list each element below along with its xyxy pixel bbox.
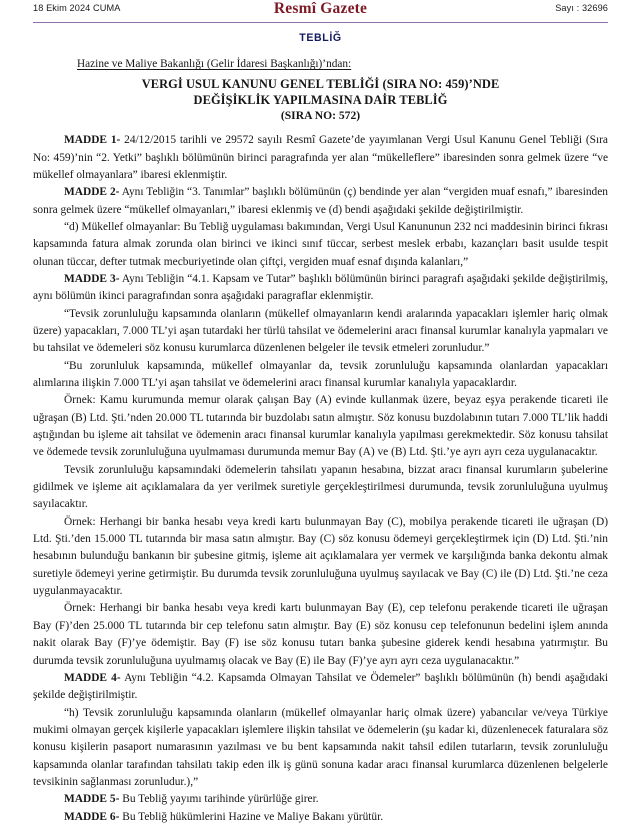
paragraph-tevsik-zorunlulugu: “Tevsik zorunluluğu kapsamında olanların (mükellef olmayanların kendi aralarında yapacakları işlemler hariç olmak üzere) yapacakları, 7.000 TL’yi aşan tutardaki her türlü tahsilat ve ödemelerini aracı finansal kurumlar kanalıyla yapmaları ve bu tahsilat ve ödemeleri söz konusu kurumlarca düzenlenen belgeler ile tevsik etmeleri zorunludur.” — [33, 307, 608, 355]
masthead-title: Resmî Gazete — [273, 0, 368, 17]
madde-6-label: MADDE 6- — [64, 810, 120, 823]
madde-5-text: Bu Tebliğ yayımı tarihinde yürürlüğe girer. — [119, 793, 319, 806]
masthead-divider — [33, 22, 608, 23]
paragraph-madde-6 — [33, 809, 608, 826]
paragraph-ornek-buzdolabi: Örnek: Kamu kurumunda memur olarak çalışan Bay (A) evinde kullanmak üzere, beyaz eşya perakende ticareti ile uğraşan (B) Ltd. Şti.’nden 20.000 TL tutarında bir buzdolabı satın almıştır. Söz konusu buzdolabının tutarı 7.000 TL’lik haddi aştığından bu işleme ait tahsilat ve ödemenin aracı finansal kurumlar kanalıyla yapılması gerekmektedir. Söz konusu tahsilat ve ödemede tevsik zorunluluğuna uyulmaması durumunda memur Bay (A) ve (B) Ltd. Şti.’ye ayrı ayrı ceza uygulanacaktır. — [33, 394, 608, 459]
paragraph-bend-d: “d) Mükellef olmayanlar: Bu Tebliğ uygulaması bakımından, Vergi Usul Kanununun 232 nci maddesinin birinci fıkrası kapsamında fatura almak zorunda olan birinci ve ikinci sınıf tüccar, serbest meslek erbabı, kazançları basit usulde tespit olunan tüccar, defter tutmak mecburiyetinde olan çiftçi, vergiden muaf esnaf dışında kalanları,” — [33, 220, 608, 268]
paragraph-madde-2 — [33, 184, 608, 219]
madde-6-text: Bu Tebliğ hükümlerini Hazine ve Maliye Bakanı yürütür. — [119, 810, 384, 823]
paragraph-madde-1 — [33, 132, 608, 184]
issuing-authority — [33, 58, 608, 70]
paragraph-bu-zorunluluk: “Bu zorunluluk kapsamında, mükellef olmayanlar da, tevsik zorunluluğu kapsamında olanlardan yapacakları alımlarına ilişkin 7.000 TL’yi aşan tahsilat ve ödemelerini aracı finansal kurumlar kanalıyla yapacaklardır. — [33, 359, 608, 389]
document-title-line-2: DEĞİŞİKLİK YAPILMASINA DAİR TEBLİĞ — [193, 92, 448, 107]
issuing-authority-label: Hazine ve Maliye Bakanlığı (Gelir İdaresi Başkanlığı)’ndan: — [77, 58, 352, 70]
document-title — [33, 77, 608, 108]
madde-3-text: Aynı Tebliğin “4.1. Kapsam ve Tutar” başlıklı bölümünün birinci paragrafı aşağıdaki şekilde değiştirilmiş, aynı bölümün ikinci paragrafından sonra aşağıdaki paragraflar eklenmiştir. — [33, 272, 608, 303]
document-body — [33, 132, 608, 826]
section-kicker: TEBLİĞ — [299, 32, 342, 44]
document-subtitle: (SIRA NO: 572) — [280, 109, 361, 123]
madde-2-label: MADDE 2- — [64, 186, 120, 199]
masthead-date: 18 Ekim 2024 CUMA — [33, 3, 121, 13]
paragraph-bend-h: “h) Tevsik zorunluluğu kapsamında olanların (mükellef olmayanlar hariç olmak üzere) yabancılar ve/veya Türkiye mukimi olmayan gerçek kişilerle yapacakları işlemlere ilişkin tahsilat ve ödemelerin (şu kadar ki, düzenlenecek faturalara söz konusu kişilerin pasaport numarasının yazılması ve bu bent kapsamında nakit tahsil edilen tutarların, tevsik zorunluluğu kapsamında olanlar tarafından tahsilatı takip eden ilk iş günü sonuna kadar aracı finansal kurumlarca düzenlenen belgelerle tevsikinin sağlanması zorunludur.),” — [33, 706, 608, 788]
paragraph-madde-5 — [33, 791, 608, 808]
madde-2-text: Aynı Tebliğin “3. Tanımlar” başlıklı bölümünün (ç) bendinde yer alan “vergiden muaf esnafı,” ibaresinden sonra gelmek üzere “mükellef olmayanları,” ibaresi eklenmiş ve (d) bendi aşağıdaki şekilde değiştirilmiştir. — [33, 186, 608, 216]
madde-1-label: MADDE 1- — [64, 134, 121, 147]
madde-1-text: 24/12/2015 tarihli ve 29572 sayılı Resmî Gazete’de yayımlanan Vergi Usul Kanunu Genel Tebliği (Sıra No: 459)’nin “2. Yetki” başlıklı bölümünün birinci paragrafında yer alan “mükelleflere” ibaresinden sonra gelmek üzere “ve mükellef olmayanlara” ibaresi eklenmiştir. — [33, 134, 608, 181]
paragraph-ornek-masa: Örnek: Herhangi bir banka hesabı veya kredi kartı bulunmayan Bay (C), mobilya perakende ticareti ile uğraşan (D) Ltd. Şti.’den 15.000 TL tutarında bir masa satın almıştır. Bay (C) söz konusu ödemeyi gerçekleştirmek için (D) Ltd. Şti.’nin hesabının bulunduğu bankanın bir şubesine gitmiş, işleme ait açıklamalara yer vermek ve karşılığında banka dekontu almak suretiyle ödemeyi yerine getirmiştir. Bu durumda tevsik zorunluluğuna uyulmuş sayılacak ve Bay (C) ile (D) Ltd. Şti.’ne ceza uygulanmayacaktır. — [33, 515, 608, 598]
masthead-issue-number: Sayı : 32696 — [555, 3, 608, 13]
paragraph-madde-4 — [33, 670, 608, 705]
madde-3-label: MADDE 3- — [64, 272, 120, 285]
paragraph-ornek-cep-telefonu: Örnek: Herhangi bir banka hesabı veya kredi kartı bulunmayan Bay (E), cep telefonu perakende ticareti ile uğraşan Bay (F)’den 25.000 TL tutarında bir cep telefonu satın almıştır. Bay (E) söz konusu cep telefonunun bedelini işlem anında nakit olarak Bay (F)’ye ödemiştir. Bay (F) ise söz konusu tutarı banka şubesine giderek kendi hesabına yatırmıştır. Bu durumda tevsik zorunluluğuna uyulmamış olacak ve Bay (E) ile Bay (F)’ye ayrı ayrı ceza uygulanacaktır.” — [33, 602, 608, 667]
document-title-line-1: VERGİ USUL KANUNU GENEL TEBLİĞİ (SIRA NO: 459)’NDE — [141, 77, 500, 91]
madde-5-label: MADDE 5- — [64, 793, 120, 806]
madde-4-text: Aynı Tebliğin “4.2. Kapsamda Olmayan Tahsilat ve Ödemeler” başlıklı bölümünün (h) bendi aşağıdaki şekilde değiştirilmiştir. — [33, 671, 608, 702]
masthead — [33, 0, 608, 20]
paragraph-madde-3 — [33, 271, 608, 306]
madde-4-label: MADDE 4- — [64, 671, 121, 684]
paragraph-tahsilat-sube: Tevsik zorunluluğu kapsamındaki ödemelerin tahsilatı yapanın hesabına, bizzat aracı finansal kurumların şubelerine gidilmek ve işleme ait açıklamalara da yer verilmek suretiyle gerçekleştirilmesi durumunda, tevsik zorunluluğuna uyulmuş sayılacaktır. — [33, 463, 608, 511]
